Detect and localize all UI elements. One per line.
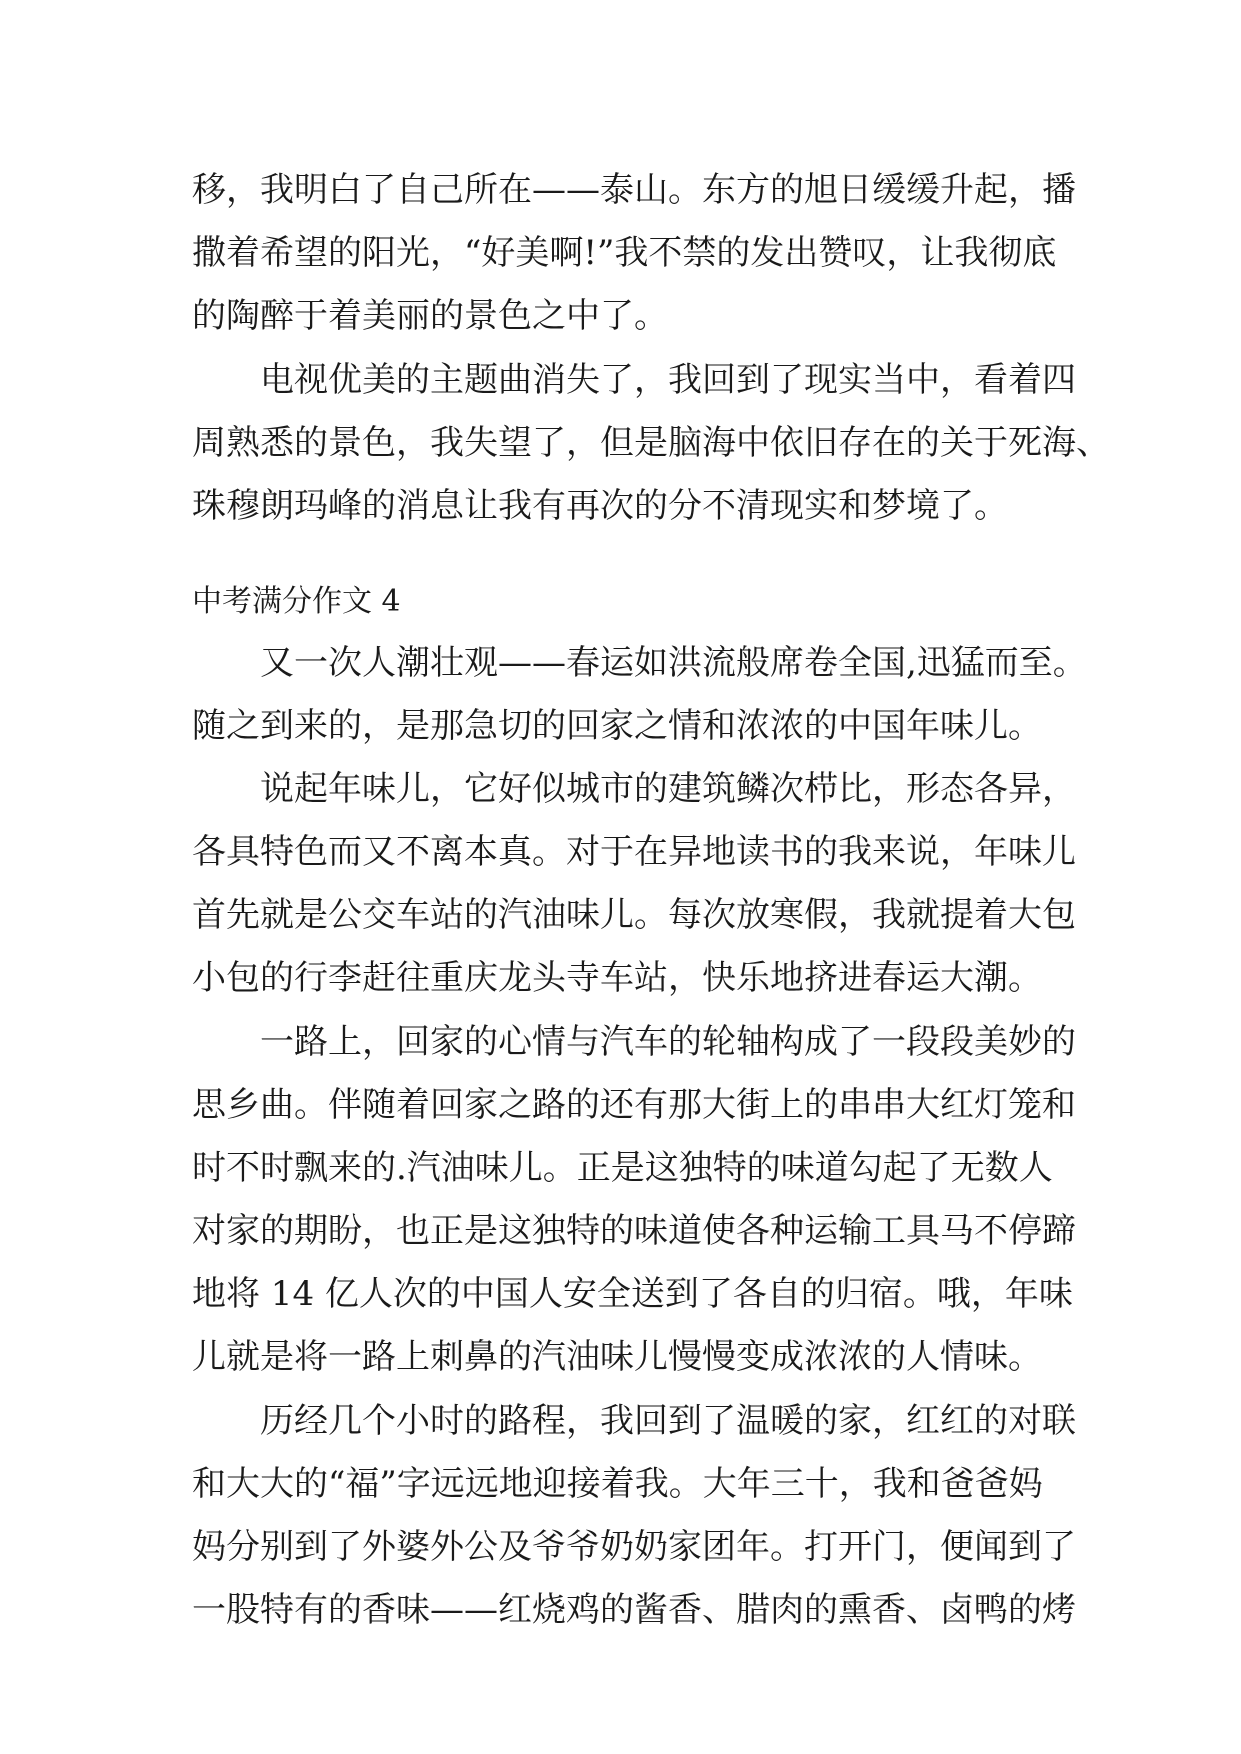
text-line: 思乡曲。伴随着回家之路的还有那大街上的串串大红灯笼和 [192,1085,1076,1125]
text-line: 历经几个小时的路程，我回到了温暖的家，红红的对联 [260,1401,1076,1441]
text-line: 的陶醉于着美丽的景色之中了。 [192,296,668,336]
text-line: 一路上，回家的心情与汽车的轮轴构成了一段段美妙的 [260,1022,1076,1062]
text-line: 移，我明白了自己所在——泰山。东方的旭日缓缓升起，播 [192,170,1076,210]
text-line: 珠穆朗玛峰的消息让我有再次的分不清现实和梦境了。 [192,486,1008,526]
text-line: 儿就是将一路上刺鼻的汽油味儿慢慢变成浓浓的人情味。 [192,1337,1042,1377]
text-line: 妈分别到了外婆外公及爷爷奶奶家团年。打开门，便闻到了 [192,1527,1076,1567]
text-line: 电视优美的主题曲消失了，我回到了现实当中，看着四 [260,360,1076,400]
text-line: 对家的期盼，也正是这独特的味道使各种运输工具马不停蹄 [192,1211,1076,1251]
text-line: 一股特有的香味——红烧鸡的酱香、腊肉的熏香、卤鸭的烤 [192,1590,1076,1630]
text-line: 首先就是公交车站的汽油味儿。每次放寒假，我就提着大包 [192,895,1076,935]
text-line: 又一次人潮壮观——春运如洪流般席卷全国,迅猛而至。 [260,643,1087,683]
text-line: 各具特色而又不离本真。对于在异地读书的我来说，年味儿 [192,832,1076,872]
text-line: 时不时飘来的.汽油味儿。正是这独特的味道勾起了无数人 [192,1148,1053,1188]
text-line: 地将 14 亿人次的中国人安全送到了各自的归宿。哦，年味 [192,1274,1073,1314]
text-line: 周熟悉的景色，我失望了，但是脑海中依旧存在的关于死海、 [192,423,1110,463]
section-title: 中考满分作文 4 [192,584,401,619]
text-line: 撒着希望的阳光，“好美啊!”我不禁的发出赞叹，让我彻底 [192,233,1057,273]
text-line: 小包的行李赶往重庆龙头寺车站，快乐地挤进春运大潮。 [192,958,1042,998]
text-line: 和大大的“福”字远远地迎接着我。大年三十，我和爸爸妈 [192,1464,1043,1504]
text-line: 随之到来的，是那急切的回家之情和浓浓的中国年味儿。 [192,706,1042,746]
text-line: 说起年味儿，它好似城市的建筑鳞次栉比，形态各异， [260,769,1076,809]
